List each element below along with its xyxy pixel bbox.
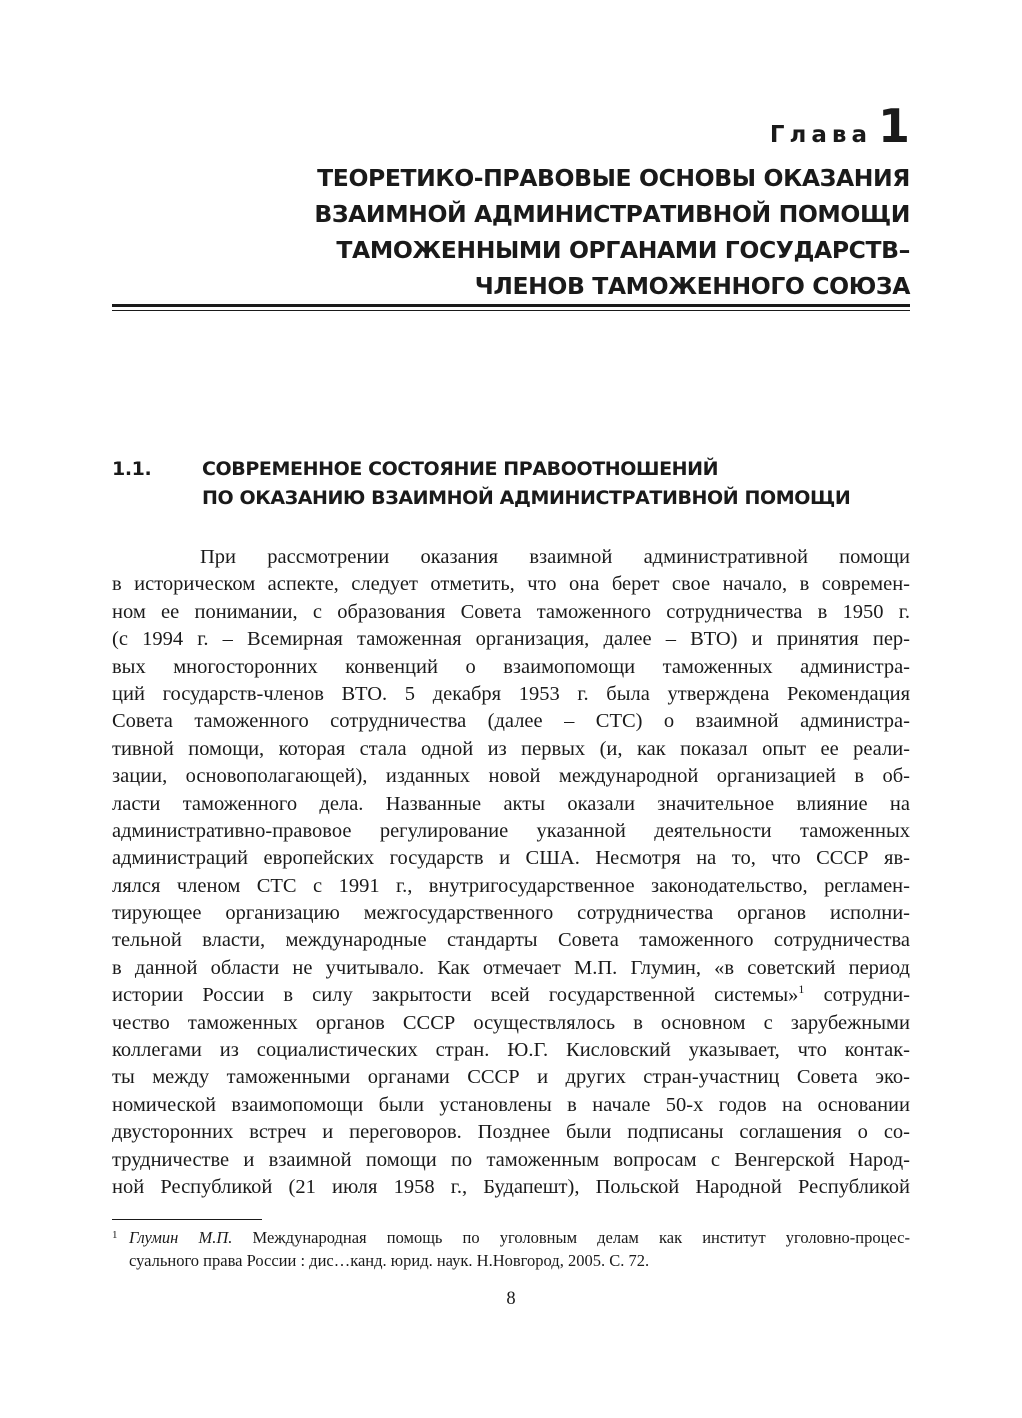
body-line: тельной власти, международные стандарты Совета таможенного сотрудничества (112, 929, 910, 952)
footnote-mark: 1 (112, 1229, 118, 1241)
body-line-text: сотрудни- (804, 984, 910, 1007)
footnote-line (112, 1227, 910, 1250)
body-line: чество таможенных органов СССР осуществлялось в основном с зарубежными (112, 1011, 910, 1034)
body-line: ласти таможенного дела. Названные акты оказали значительное влияние на (112, 792, 910, 815)
footnote-text: Международная помощь по уголовным делам как институт уголовно-процес- (232, 1228, 910, 1247)
body-line: зации, основополагающей), изданных новой международной организацией в об- (112, 765, 910, 788)
body-line: трудничестве и взаимной помощи по таможенным вопросам с Венгерской Народ- (112, 1148, 910, 1171)
footnote-separator (112, 1219, 262, 1220)
footnote-reference[interactable]: 1 (798, 982, 805, 997)
body-line: коллегами из социалистических стран. Ю.Г. Кисловский указывает, что контак- (112, 1039, 910, 1062)
chapter-title-line: ЧЛЕНОВ ТАМОЖЕННОГО СОЮЗА (474, 272, 910, 300)
body-line: тивной помощи, которая стала одной из первых (и, как показал опыт ее реали- (112, 737, 910, 760)
body-line: (с 1994 г. – Всемирная таможенная организация, далее – ВТО) и принятия пер- (112, 628, 910, 651)
body-line: номической взаимопомощи были установлены в начале 50-х годов на основании (112, 1093, 910, 1116)
section-title-line: ПО ОКАЗАНИЮ ВЗАИМНОЙ АДМИНИСТРАТИВНОЙ ПОМОЩИ (202, 487, 851, 509)
footnote (112, 1227, 910, 1272)
chapter-label (770, 100, 910, 161)
body-line: тирующее организацию межгосударственного сотрудничества органов исполни- (112, 902, 910, 925)
footnote-line: суального права России : дис…канд. юрид. наук. Н.Новгород, 2005. С. 72. (129, 1250, 650, 1270)
chapter-label-word: Глава (769, 122, 872, 148)
chapter-title-line: ВЗАИМНОЙ АДМИНИСТРАТИВНОЙ ПОМОЩИ (314, 200, 910, 228)
chapter-title-line: ТАМОЖЕННЫМИ ОРГАНАМИ ГОСУДАРСТВ– (336, 236, 910, 264)
body-line: в историческом аспекте, следует отметить, что она берет свое начало, в современ- (112, 573, 910, 596)
body-paragraph (112, 544, 910, 1201)
body-line: двусторонних встреч и переговоров. Позднее были подписаны соглашения о со- (112, 1121, 910, 1144)
chapter-title (112, 160, 910, 304)
section-title-line: СОВРЕМЕННОЕ СОСТОЯНИЕ ПРАВООТНОШЕНИЙ (202, 458, 719, 480)
chapter-divider-thin (112, 310, 910, 311)
chapter-number: 1 (877, 99, 910, 153)
body-line: ций государств-членов ВТО. 5 декабря 1953 г. была утверждена Рекомендация (112, 682, 910, 705)
body-line: администраций европейских государств и США. Несмотря на то, что СССР яв- (112, 847, 910, 870)
section-title (202, 455, 850, 513)
body-line: ной Республикой (21 июля 1958 г., Будапешт), Польской Народной Республикой (112, 1175, 910, 1198)
body-line: в данной области не учитывало. Как отмечает М.П. Глумин, «в советский период (112, 956, 910, 979)
chapter-divider-thick (112, 304, 910, 307)
body-line: лялся членом СТС с 1991 г., внутригосударственное законодательство, регламен- (112, 874, 910, 897)
body-line: ты между таможенными органами СССР и других стран-участниц Совета эко- (112, 1066, 910, 1089)
chapter-title-line: ТЕОРЕТИКО-ПРАВОВЫЕ ОСНОВЫ ОКАЗАНИЯ (317, 164, 910, 192)
body-line: Совета таможенного сотрудничества (далее – СТС) о взаимной администра- (112, 710, 910, 733)
body-line: При рассмотрении оказания взаимной административной помощи (200, 546, 910, 568)
body-line: ном ее понимании, с образования Совета таможенного сотрудничества в 1950 г. (112, 600, 910, 623)
section-number: 1.1. (112, 458, 152, 480)
body-line: вых многосторонних конвенций о взаимопомощи таможенных администра- (112, 655, 910, 678)
page-number: 8 (506, 1289, 516, 1309)
body-line-with-footnote (112, 982, 910, 1009)
footnote-author: Глумин М.П. (129, 1228, 233, 1247)
body-line-text: истории России в силу закрытости всей государственной системы» (112, 984, 799, 1007)
body-line: административно-правовое регулирование указанной деятельности таможенных (112, 819, 910, 842)
